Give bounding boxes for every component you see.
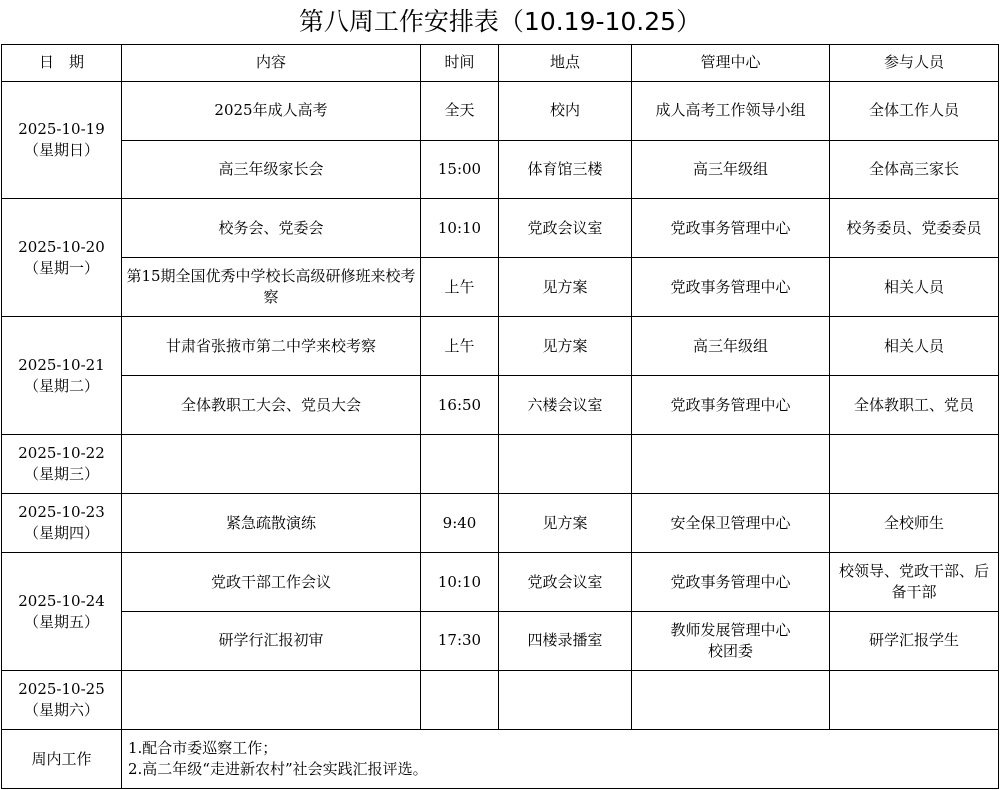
center-cell [632,435,830,494]
table-row [2,376,999,435]
table-row [2,494,999,553]
weekly-label: 周内工作 [2,730,122,789]
time-cell: 16:50 [421,376,499,435]
people-cell: 全体教职工、党员 [830,376,999,435]
content-cell: 紧急疏散演练 [122,494,421,553]
place-cell [499,670,632,729]
header-place: 地点 [499,45,632,82]
center-cell: 党政事务管理中心 [632,376,830,435]
center-cell [632,670,830,729]
people-cell [830,670,999,729]
weekly-section [2,730,999,789]
table-row [2,140,999,199]
place-cell: 党政会议室 [499,199,632,258]
time-cell: 上午 [421,317,499,376]
center-cell: 党政事务管理中心 [632,258,830,317]
content-cell: 第15期全国优秀中学校长高级研修班来校考察 [122,258,421,317]
date-value: 2025-10-24 [18,591,105,610]
table-row [2,670,999,729]
content-cell: 党政干部工作会议 [122,553,421,612]
date-cell [2,494,122,553]
content-cell: 全体教职工大会、党员大会 [122,376,421,435]
people-cell: 校务委员、党委委员 [830,199,999,258]
place-cell: 体育馆三楼 [499,140,632,199]
people-cell: 全体高三家长 [830,140,999,199]
time-cell [421,435,499,494]
place-cell: 见方案 [499,317,632,376]
people-cell [830,435,999,494]
weekday-value: （星期四） [23,524,99,543]
people-cell: 全校师生 [830,494,999,553]
people-cell: 校领导、党政干部、后备干部 [830,553,999,612]
table-row [2,81,999,140]
weekly-item: 2.高二年级“走进新农村”社会实践汇报评选。 [128,760,428,779]
place-cell: 见方案 [499,494,632,553]
content-cell: 校务会、党委会 [122,199,421,258]
table-row [2,258,999,317]
weekday-value: （星期六） [23,701,99,719]
weekday-value: （星期五） [23,612,99,631]
weekday-value: （星期二） [23,376,99,395]
date-cell [2,670,122,729]
table-row [2,199,999,258]
date-cell [2,553,122,671]
schedule-table [1,44,999,789]
place-cell: 六楼会议室 [499,376,632,435]
content-cell: 2025年成人高考 [122,81,421,140]
center-cell: 高三年级组 [632,317,830,376]
time-cell: 上午 [421,258,499,317]
center-cell: 党政事务管理中心 [632,553,830,612]
center-line: 教师发展管理中心 [670,620,791,639]
time-cell: 9:40 [421,494,499,553]
time-cell: 15:00 [421,140,499,199]
weekly-items [122,730,999,789]
table-row [2,553,999,612]
time-cell: 10:10 [421,199,499,258]
weekday-value: （星期一） [23,258,99,277]
page-title: 第八周工作安排表（10.19-10.25） [298,7,702,36]
center-cell: 安全保卫管理中心 [632,494,830,553]
content-cell: 甘肃省张掖市第二中学来校考察 [122,317,421,376]
place-cell: 四楼录播室 [499,612,632,671]
date-value: 2025-10-19 [18,120,105,139]
date-value: 2025-10-21 [18,355,105,374]
header-row [2,45,999,82]
weekly-item: 1.配合市委巡察工作； [128,739,278,758]
date-value: 2025-10-23 [18,503,105,522]
people-cell: 全体工作人员 [830,81,999,140]
date-cell [2,317,122,435]
date-cell [2,435,122,494]
people-cell: 研学汇报学生 [830,612,999,671]
weekday-value: （星期三） [23,465,99,484]
date-value: 2025-10-22 [18,444,105,463]
place-cell: 党政会议室 [499,553,632,612]
weekday-value: （星期日） [23,141,99,160]
content-cell [122,435,421,494]
header-center: 管理中心 [632,45,830,82]
date-cell [2,199,122,317]
center-line: 校团委 [707,641,753,660]
center-cell: 成人高考工作领导小组 [632,81,830,140]
header-date: 日 期 [2,45,122,82]
time-cell [421,670,499,729]
table-row [2,435,999,494]
people-cell: 相关人员 [830,317,999,376]
header-content: 内容 [122,45,421,82]
table-row [2,317,999,376]
people-cell: 相关人员 [830,258,999,317]
center-cell [632,612,830,671]
center-cell: 党政事务管理中心 [632,199,830,258]
date-value: 2025-10-20 [18,237,105,256]
header-people: 参与人员 [830,45,999,82]
schedule-body [2,45,999,730]
time-cell: 17:30 [421,612,499,671]
weekly-row [2,730,999,789]
table-row [2,612,999,671]
date-value: 2025-10-25 [18,680,105,698]
center-cell: 高三年级组 [632,140,830,199]
content-cell: 研学行汇报初审 [122,612,421,671]
time-cell: 全天 [421,81,499,140]
date-cell [2,81,122,199]
place-cell [499,435,632,494]
header-time: 时间 [421,45,499,82]
place-cell: 校内 [499,81,632,140]
place-cell: 见方案 [499,258,632,317]
content-cell: 高三年级家长会 [122,140,421,199]
content-cell [122,670,421,729]
time-cell: 10:10 [421,553,499,612]
